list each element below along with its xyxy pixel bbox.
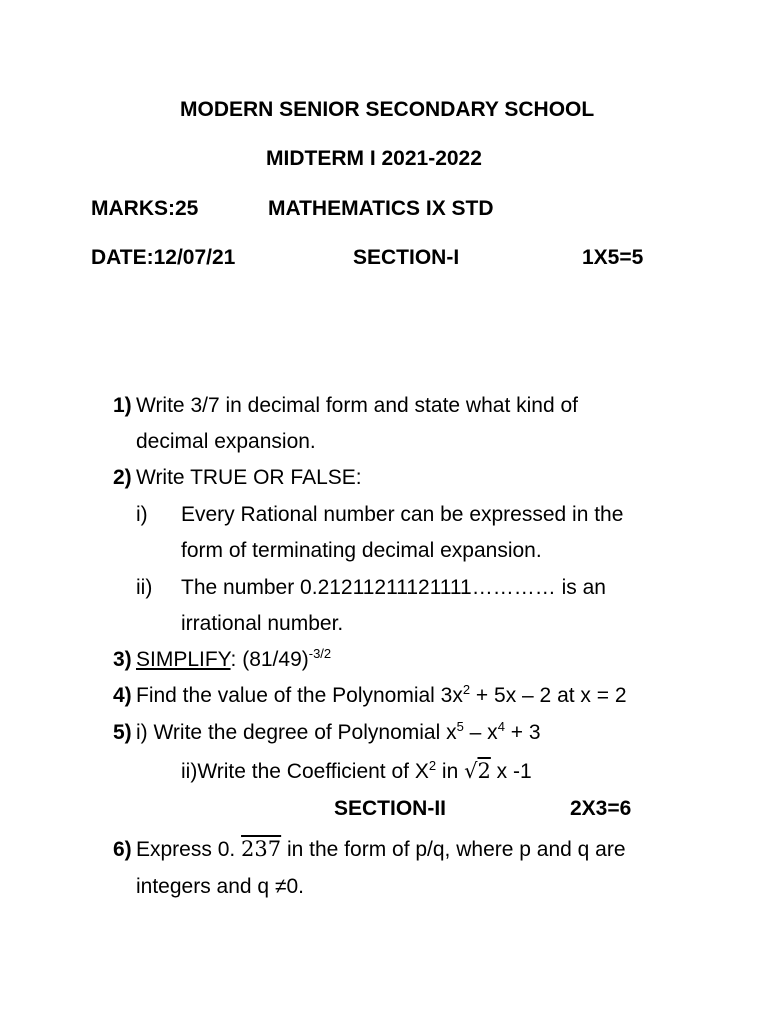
section-2-heading: SECTION-II [334,797,447,820]
question-3-expression: : (81/49) [230,648,309,671]
question-5-i-exp-2: 4 [497,719,505,734]
school-name: MODERN SENIOR SECONDARY SCHOOL [180,98,595,121]
question-1-line-2: decimal expansion. [136,430,316,453]
question-2-sub-ii-line-2: irrational number. [181,612,344,635]
question-number-5: 5) [113,721,132,744]
question-number-4: 4) [113,684,132,707]
question-6-line-2: integers and q ≠0. [136,875,304,898]
question-6-post: in the form of p/q, where p and q are [281,838,626,861]
question-5-ii-post: x -1 [490,760,532,783]
question-5-i-exp-1: 5 [456,719,464,734]
question-5-ii-pre: ii)Write the Coefficient of X [181,760,429,783]
question-5-ii-mid: in [436,760,465,783]
question-2-sub-i-number: i) [136,503,148,526]
section-2-marks: 2X3=6 [570,797,632,820]
question-2-sub-i-line-1: Every Rational number can be expressed in the [181,503,624,526]
question-4-pre: Find the value of the Polynomial 3x [136,684,463,707]
question-2-sub-i-line-2: form of terminating decimal expansion. [181,539,542,562]
question-number-3: 3) [113,648,132,671]
marks-label: MARKS:25 [91,197,199,220]
question-4-exponent: 2 [462,682,471,697]
question-2-sub-ii-line-1: The number 0.21211211121111………… is an [181,576,606,599]
question-5-i-mid: – x [463,721,498,744]
question-5-sub-i [136,719,541,744]
question-number-1: 1) [113,394,132,417]
exam-title: MIDTERM I 2021-2022 [266,147,482,170]
question-5-i-post: + 3 [504,721,541,744]
repeating-digits: 237 [241,837,282,861]
square-root-of-2 [464,759,491,783]
question-5-ii-exp: 2 [428,758,437,773]
simplify-label: SIMPLIFY [136,648,231,671]
question-5-sub-ii [181,758,532,783]
question-2-text: Write TRUE OR FALSE: [136,466,362,489]
subject-label: MATHEMATICS IX STD [268,197,494,220]
question-1-line-1: Write 3/7 in decimal form and state what kind of [136,394,578,417]
question-number-2: 2) [113,466,132,489]
question-3-text [136,646,332,671]
question-4-post: + 5x – 2 at x = 2 [470,684,627,707]
question-number-6: 6) [113,838,132,861]
radical-sign: √ [464,759,478,783]
question-4-text [136,682,627,707]
section-1-marks: 1X5=5 [582,246,644,269]
question-5-i-pre: i) Write the degree of Polynomial x [136,721,457,744]
question-6-line-1 [136,839,626,860]
section-1-heading: SECTION-I [353,246,460,269]
date-label: DATE:12/07/21 [91,246,236,269]
radicand: 2 [477,759,491,783]
question-2-sub-ii-number: ii) [136,576,153,599]
question-3-exponent: -3/2 [308,646,332,661]
question-6-pre: Express 0. [136,838,242,861]
